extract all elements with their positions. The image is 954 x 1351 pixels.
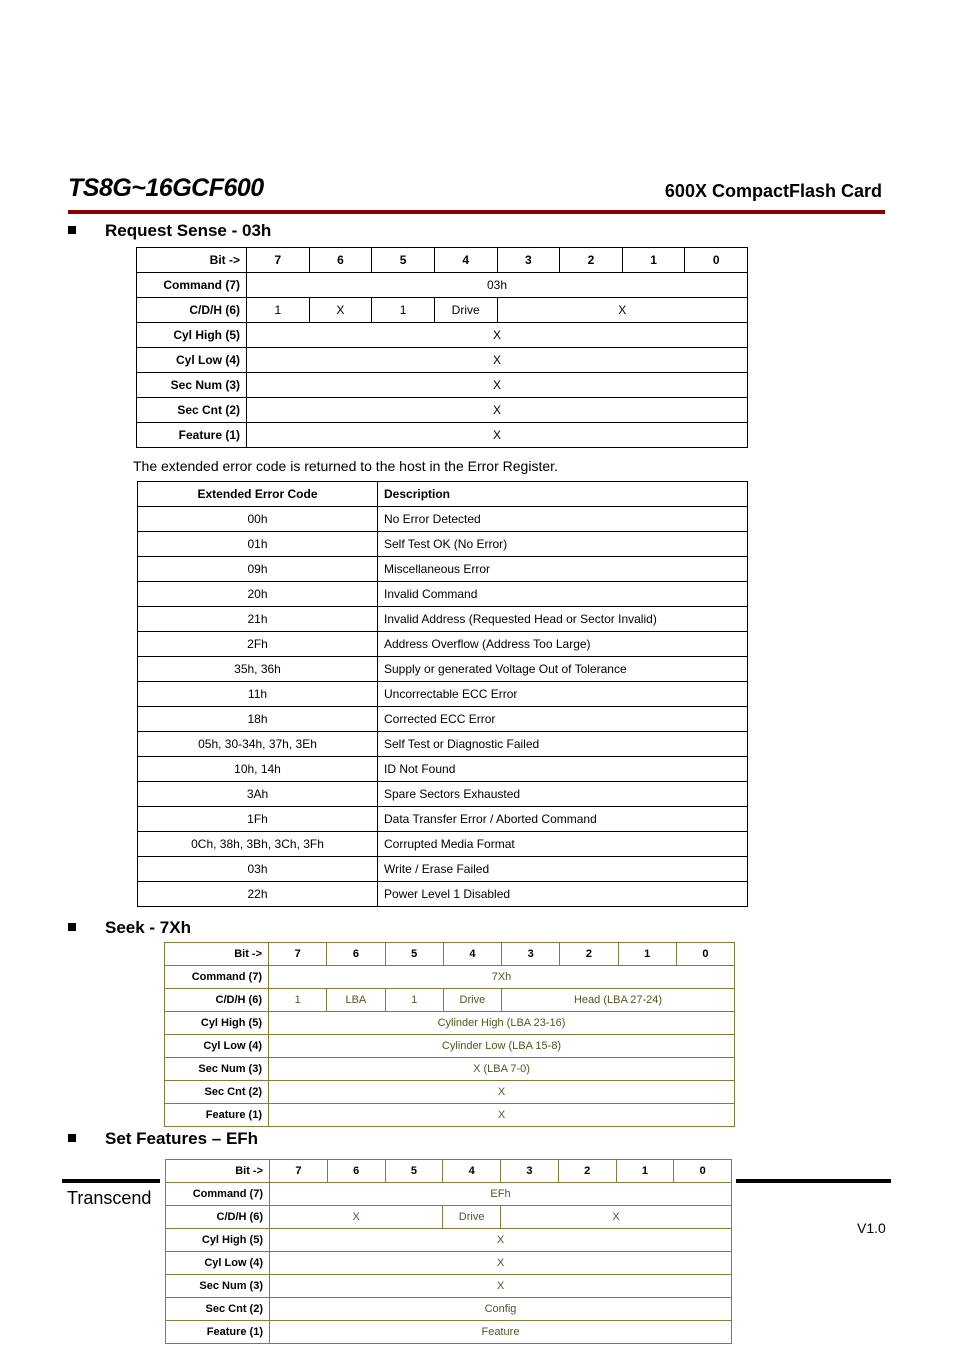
register-value: X [269, 1081, 735, 1104]
error-description-cell: Power Level 1 Disabled [378, 882, 748, 907]
error-register-paragraph: The extended error code is returned to the host in the Error Register. [133, 458, 558, 474]
header-rule [68, 210, 885, 214]
register-value: Drive [443, 989, 501, 1012]
bit-0: 0 [685, 248, 748, 273]
register-value: 1 [269, 989, 327, 1012]
bit-5: 5 [385, 943, 443, 966]
bit-2: 2 [560, 943, 618, 966]
table-row [138, 757, 748, 782]
error-description-cell: ID Not Found [378, 757, 748, 782]
table-row-command [137, 273, 748, 298]
request-sense-register-table [136, 247, 748, 448]
register-label: Sec Cnt (2) [165, 1081, 269, 1104]
bit-7: 7 [269, 943, 327, 966]
table-row-cdh [166, 1206, 732, 1229]
table-row [137, 398, 748, 423]
register-value: 7Xh [269, 966, 735, 989]
register-value: X [247, 323, 748, 348]
error-code-cell: 10h, 14h [138, 757, 378, 782]
table-row [138, 532, 748, 557]
footer-rule-left [62, 1179, 160, 1183]
register-value: EFh [270, 1183, 732, 1206]
bit-0: 0 [674, 1160, 732, 1183]
document-product-title: 600X CompactFlash Card [664, 181, 882, 201]
bit-6: 6 [327, 1160, 385, 1183]
bit-1: 1 [618, 943, 676, 966]
register-label: C/D/H (6) [165, 989, 269, 1012]
error-description-cell: Supply or generated Voltage Out of Tolerance [378, 657, 748, 682]
register-value: X (LBA 7-0) [269, 1058, 735, 1081]
error-code-cell: 20h [138, 582, 378, 607]
bit-5: 5 [385, 1160, 443, 1183]
table-row [138, 707, 748, 732]
register-value: X [309, 298, 372, 323]
error-code-cell: 09h [138, 557, 378, 582]
register-value: X [270, 1252, 732, 1275]
error-code-cell: 0Ch, 38h, 3Bh, 3Ch, 3Fh [138, 832, 378, 857]
error-description-cell: Address Overflow (Address Too Large) [378, 632, 748, 657]
document-model-title: TS8G~16GCF600 [68, 174, 264, 202]
bit-4: 4 [434, 248, 497, 273]
extended-error-code-table [137, 481, 748, 907]
register-value: X [270, 1229, 732, 1252]
section-heading-seek [68, 918, 191, 938]
register-value: Config [270, 1298, 732, 1321]
bit-3: 3 [502, 943, 560, 966]
error-description-cell: Miscellaneous Error [378, 557, 748, 582]
register-value: X [247, 348, 748, 373]
error-code-cell: 11h [138, 682, 378, 707]
register-label: Command (7) [165, 966, 269, 989]
bit-3: 3 [501, 1160, 559, 1183]
register-label: Cyl High (5) [165, 1012, 269, 1035]
register-value: Cylinder Low (LBA 15-8) [269, 1035, 735, 1058]
register-label: Feature (1) [165, 1104, 269, 1127]
bit-4: 4 [443, 1160, 501, 1183]
error-code-cell: 18h [138, 707, 378, 732]
register-label: Cyl Low (4) [165, 1035, 269, 1058]
bit-1: 1 [616, 1160, 674, 1183]
table-row-command [166, 1183, 732, 1206]
table-row [138, 507, 748, 532]
error-code-cell: 01h [138, 532, 378, 557]
table-row [138, 807, 748, 832]
table-row [138, 557, 748, 582]
error-code-cell: 03h [138, 857, 378, 882]
register-label: Sec Num (3) [137, 373, 247, 398]
table-row-cdh [137, 298, 748, 323]
register-label: Feature (1) [166, 1321, 270, 1344]
error-code-cell: 35h, 36h [138, 657, 378, 682]
seek-register-table [164, 942, 735, 1127]
bit-header-label: Bit -> [137, 248, 247, 273]
register-value: X [247, 373, 748, 398]
column-header-description: Description [378, 482, 748, 507]
table-row [138, 657, 748, 682]
bullet-square-icon [68, 1134, 76, 1142]
bit-6: 6 [309, 248, 372, 273]
error-code-cell: 05h, 30-34h, 37h, 3Eh [138, 732, 378, 757]
bit-7: 7 [270, 1160, 328, 1183]
footer-company: Transcend [67, 1188, 152, 1208]
bullet-square-icon [68, 226, 76, 234]
register-label: Sec Cnt (2) [137, 398, 247, 423]
error-description-cell: Self Test or Diagnostic Failed [378, 732, 748, 757]
table-row [138, 732, 748, 757]
register-value: X [247, 398, 748, 423]
register-value: Cylinder High (LBA 23-16) [269, 1012, 735, 1035]
table-row-bits [166, 1160, 732, 1183]
register-value: Head (LBA 27-24) [502, 989, 735, 1012]
table-row [166, 1252, 732, 1275]
register-label: Sec Num (3) [166, 1275, 270, 1298]
error-code-cell: 1Fh [138, 807, 378, 832]
table-row [137, 323, 748, 348]
register-label: Command (7) [166, 1183, 270, 1206]
register-value: Feature [270, 1321, 732, 1344]
register-value: X [501, 1206, 732, 1229]
register-value: 1 [372, 298, 435, 323]
bit-5: 5 [372, 248, 435, 273]
error-code-cell: 00h [138, 507, 378, 532]
error-code-cell: 3Ah [138, 782, 378, 807]
table-row-cdh [165, 989, 735, 1012]
error-description-cell: Self Test OK (No Error) [378, 532, 748, 557]
error-code-cell: 21h [138, 607, 378, 632]
table-row [166, 1321, 732, 1344]
bit-1: 1 [622, 248, 685, 273]
table-row [138, 782, 748, 807]
error-description-cell: No Error Detected [378, 507, 748, 532]
table-row [138, 607, 748, 632]
set-features-register-table [165, 1159, 732, 1344]
table-row [137, 348, 748, 373]
register-label: Cyl Low (4) [166, 1252, 270, 1275]
register-label: Feature (1) [137, 423, 247, 448]
table-row [166, 1229, 732, 1252]
bit-2: 2 [560, 248, 623, 273]
table-row [137, 423, 748, 448]
footer-version: V1.0 [857, 1220, 886, 1236]
register-label: C/D/H (6) [166, 1206, 270, 1229]
bit-7: 7 [247, 248, 310, 273]
register-value: X [269, 1104, 735, 1127]
section-heading-set-features [68, 1129, 258, 1149]
table-row [165, 1104, 735, 1127]
register-value: X [247, 423, 748, 448]
bit-2: 2 [558, 1160, 616, 1183]
table-row [137, 373, 748, 398]
table-row [138, 857, 748, 882]
column-header-code: Extended Error Code [138, 482, 378, 507]
table-row [165, 1035, 735, 1058]
section-heading-text: Request Sense - 03h [105, 221, 272, 240]
register-label: Command (7) [137, 273, 247, 298]
error-description-cell: Data Transfer Error / Aborted Command [378, 807, 748, 832]
table-row [138, 682, 748, 707]
table-row [165, 1081, 735, 1104]
register-label: Cyl High (5) [137, 323, 247, 348]
error-description-cell: Uncorrectable ECC Error [378, 682, 748, 707]
error-code-cell: 22h [138, 882, 378, 907]
bit-0: 0 [676, 943, 734, 966]
register-label: Cyl Low (4) [137, 348, 247, 373]
register-value: 03h [247, 273, 748, 298]
register-label: Cyl High (5) [166, 1229, 270, 1252]
bit-4: 4 [443, 943, 501, 966]
bit-3: 3 [497, 248, 560, 273]
error-description-cell: Spare Sectors Exhausted [378, 782, 748, 807]
table-row [166, 1275, 732, 1298]
bit-6: 6 [327, 943, 385, 966]
register-value: Drive [443, 1206, 501, 1229]
bit-header-label: Bit -> [166, 1160, 270, 1183]
register-value: X [270, 1275, 732, 1298]
register-label: Sec Num (3) [165, 1058, 269, 1081]
footer-rule-right [736, 1179, 891, 1183]
error-code-cell: 2Fh [138, 632, 378, 657]
section-heading-text: Set Features – EFh [105, 1129, 259, 1148]
error-description-cell: Write / Erase Failed [378, 857, 748, 882]
table-row [165, 1012, 735, 1035]
register-value: X [270, 1206, 443, 1229]
register-value: X [497, 298, 748, 323]
error-description-cell: Corrupted Media Format [378, 832, 748, 857]
error-description-cell: Corrected ECC Error [378, 707, 748, 732]
register-label: Sec Cnt (2) [166, 1298, 270, 1321]
register-value: Drive [434, 298, 497, 323]
error-description-cell: Invalid Command [378, 582, 748, 607]
table-row [166, 1298, 732, 1321]
bullet-square-icon [68, 923, 76, 931]
register-label: C/D/H (6) [137, 298, 247, 323]
table-row [138, 882, 748, 907]
section-heading-request-sense [68, 221, 271, 241]
register-value: 1 [385, 989, 443, 1012]
table-header-row [138, 482, 748, 507]
table-row-command [165, 966, 735, 989]
section-heading-text: Seek - 7Xh [105, 918, 191, 937]
table-row [138, 632, 748, 657]
table-row [165, 1058, 735, 1081]
table-row-bits [165, 943, 735, 966]
register-value: LBA [327, 989, 385, 1012]
table-row [138, 582, 748, 607]
register-value: 1 [247, 298, 310, 323]
table-row [138, 832, 748, 857]
bit-header-label: Bit -> [165, 943, 269, 966]
error-description-cell: Invalid Address (Requested Head or Sector Invalid) [378, 607, 748, 632]
table-row-bits [137, 248, 748, 273]
